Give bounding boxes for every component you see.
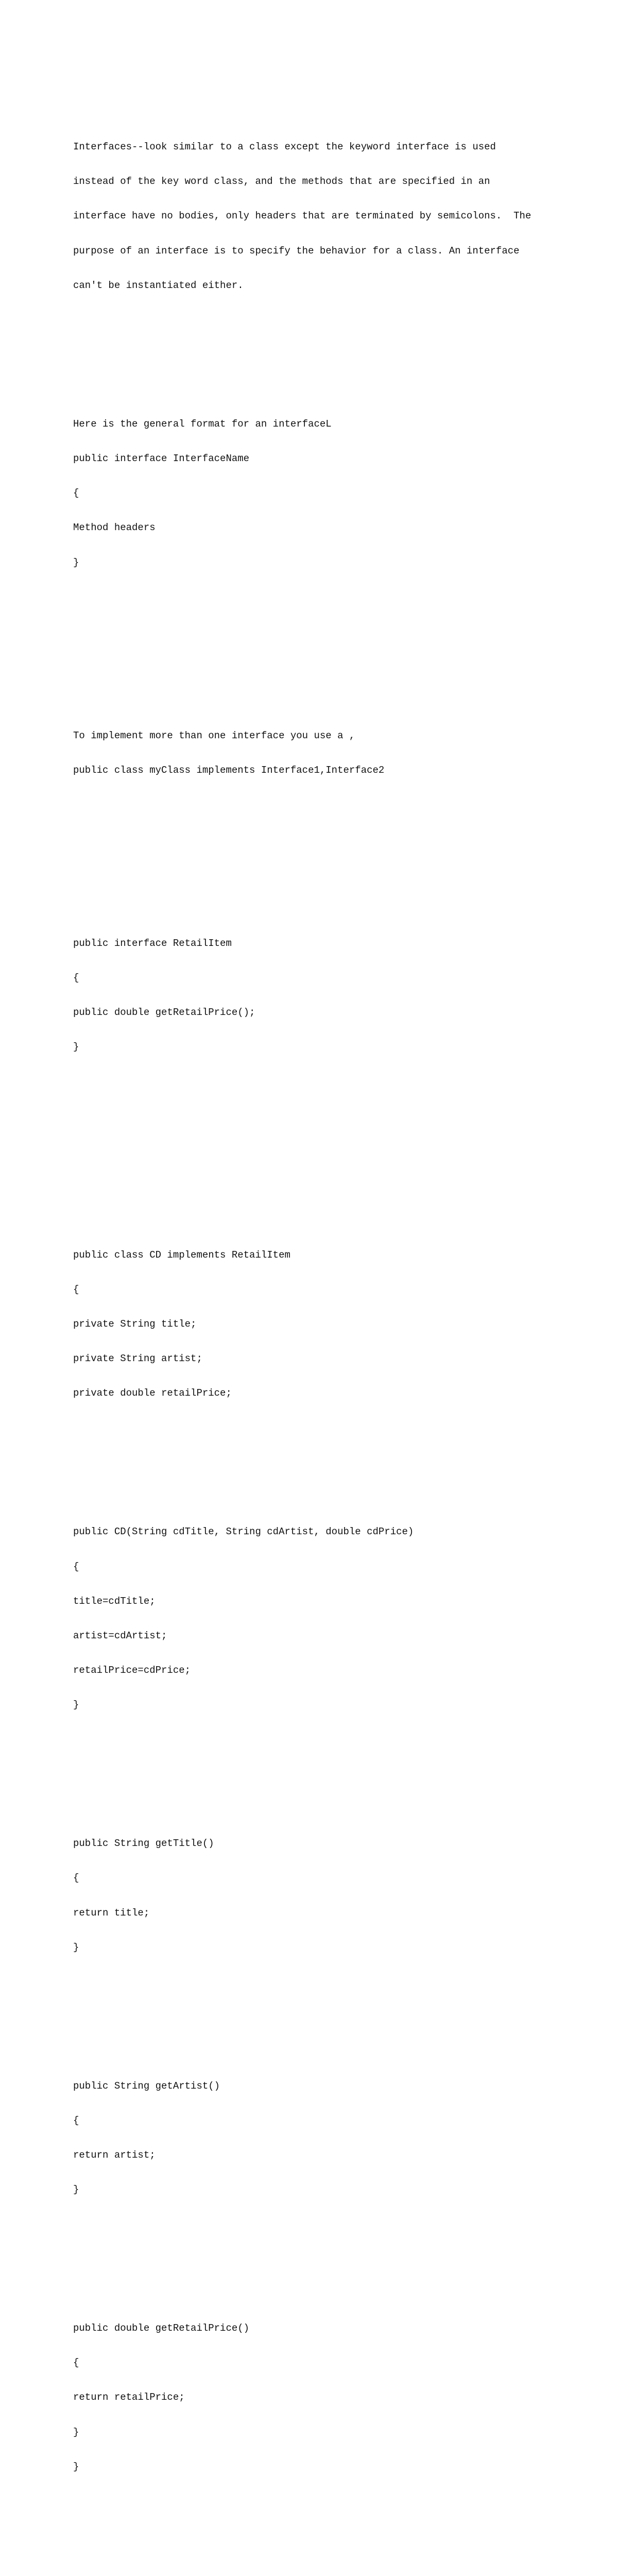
code-line: } xyxy=(73,1941,79,1953)
code-line: public class CD implements RetailItem xyxy=(73,1249,290,1261)
code-line: return artist; xyxy=(73,2149,156,2161)
code-line: { xyxy=(73,1872,79,1884)
code-line: public interface RetailItem xyxy=(73,937,232,949)
code-line: { xyxy=(73,2114,79,2126)
cd-class-fields-block xyxy=(73,1226,568,1422)
code-line: public String getArtist() xyxy=(73,2080,220,2092)
code-line: public double getRetailPrice() xyxy=(73,2323,250,2334)
code-line: return retailPrice; xyxy=(73,2392,185,2403)
code-line: retailPrice=cdPrice; xyxy=(73,1665,191,1676)
get-title-method-block xyxy=(73,1815,568,1976)
code-line: } xyxy=(73,1041,79,1053)
code-line: } xyxy=(73,2426,79,2438)
code-line: Method headers xyxy=(73,522,156,534)
intro-paragraph xyxy=(73,118,568,314)
get-retail-price-method-block xyxy=(73,2299,568,2496)
retail-item-interface-block xyxy=(73,914,568,1076)
code-line: } xyxy=(73,1699,79,1711)
interface-format-block xyxy=(73,395,568,591)
code-line: public CD(String cdTitle, String cdArtist, double cdPrice) xyxy=(73,1526,414,1538)
text-line: purpose of an interface is to specify the behavior for a class. An interface xyxy=(73,245,520,257)
code-line: private String artist; xyxy=(73,1353,202,1365)
document-body xyxy=(73,83,568,2576)
code-line: } xyxy=(73,2461,79,2472)
text-line: Interfaces--look similar to a class except the keyword interface is used xyxy=(73,141,496,153)
code-line: { xyxy=(73,487,79,499)
code-line: private String title; xyxy=(73,1318,197,1330)
code-line: { xyxy=(73,1561,79,1572)
multiple-interfaces-block xyxy=(73,707,568,799)
code-line: artist=cdArtist; xyxy=(73,1630,167,1641)
code-line: title=cdTitle; xyxy=(73,1595,156,1607)
text-line: Here is the general format for an interfaceL xyxy=(73,418,332,430)
text-line: interface have no bodies, only headers that are terminated by semicolons. The xyxy=(73,210,531,222)
code-line: } xyxy=(73,2184,79,2196)
cd-constructor-block xyxy=(73,1503,568,1734)
code-line: { xyxy=(73,2357,79,2369)
code-line: public double getRetailPrice(); xyxy=(73,1007,255,1019)
code-line: public String getTitle() xyxy=(73,1838,214,1850)
code-line: public interface InterfaceName xyxy=(73,452,250,464)
code-line: } xyxy=(73,556,79,568)
text-line: To implement more than one interface you use a , xyxy=(73,730,355,741)
text-line: can't be instantiated either. xyxy=(73,279,244,291)
code-line: { xyxy=(73,972,79,984)
code-line: { xyxy=(73,1283,79,1295)
code-line: return title; xyxy=(73,1907,150,1919)
get-artist-method-block xyxy=(73,2057,568,2219)
code-line: private double retailPrice; xyxy=(73,1387,232,1399)
code-line: public class myClass implements Interface1,Interface2 xyxy=(73,764,385,776)
text-line: instead of the key word class, and the methods that are specified in an xyxy=(73,176,490,188)
